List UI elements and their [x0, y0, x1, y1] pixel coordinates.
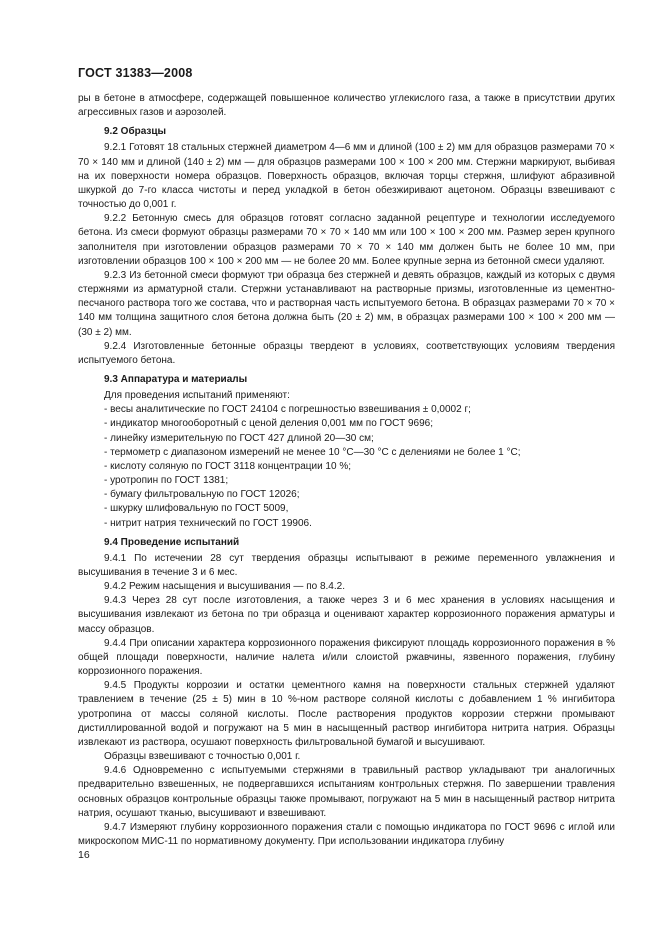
equipment-list [78, 403, 615, 530]
page-number: 16 [78, 849, 90, 861]
paragraph: 9.4.5 Продукты коррозии и остатки цементного камня на поверхности стальных стержней удаляют травлением в течение (25 ± 5) мин в 10 %-ном растворе соляной кислоты с добавлением 1 % ингибитора уротропина от массы соляной кислоты. После растворения продуктов коррозии стержни промывают дистиллированной водой и погружают на 5 мин в насыщенный раствор ингибитора нитрита натрия. Образцы извлекают из раствора, осушают поверхность фильтровальной бумагой и высушивают. [78, 680, 615, 748]
list-item: - шкурку шлифовальную по ГОСТ 5009, [104, 502, 615, 516]
paragraph: 9.4.2 Режим насыщения и высушивания — по 8.4.2. [104, 581, 345, 593]
list-item: - бумагу фильтровальную по ГОСТ 12026; [104, 488, 615, 502]
paragraph: 9.2.2 Бетонную смесь для образцов готовят согласно заданной рецептуре и технологии исследуемого бетона. Из смеси формуют образцы размерами 70 × 70 × 140 мм или 100 × 100 × 200 мм. Размер зерен крупного заполнителя при изготовлении образцов размерами 70 × 70 × 140 мм должен быть не более 10 мм, при изготовлении образцов 100 × 100 × 200 мм — не более 20 мм. Более крупные зерна из бетонной смеси удаляют. [78, 213, 615, 267]
paragraph: 9.4.3 Через 28 сут после изготовления, а также через 3 и 6 мес хранения в условиях насыщения и высушивания извлекают из бетона по три образца и оценивают характер коррозионного поражения арматуры и массу образцов. [78, 595, 615, 635]
list-item: - линейку измерительную по ГОСТ 427 длиной 20—30 см; [104, 432, 615, 446]
list-item: - нитрит натрия технический по ГОСТ 19906. [104, 517, 615, 531]
section-heading: 9.3 Аппаратура и материалы [104, 373, 248, 385]
paragraph: 9.2.1 Готовят 18 стальных стержней диаметром 4—6 мм и длиной (100 ± 2) мм для образцов размерами 70 × 70 × 140 мм и длиной (140 ± 2) мм — для образцов размерами 100 × 100 × 200 мм. Стержни маркируют, выбивая на их поверхности номера образцов. Поверхность образцов, включая торцы стержня, шлифуют абразивной шкуркой до 7-го класса чистоты и перед укладкой в бетон обезжиривают ацетоном. Образцы взвешивают с точностью до 0,001 г. [78, 142, 615, 211]
section-heading: 9.2 Образцы [104, 126, 167, 138]
paragraph: 9.4.4 При описании характера коррозионного поражения фиксируют площадь коррозионного поражения в % общей площади поверхности, наличие налета и/или слоистой ржавчины, язвенного поражения, глубину коррозионного поражения. [78, 637, 615, 678]
section-heading: 9.4 Проведение испытаний [104, 536, 240, 548]
paragraph: 9.4.1 По истечении 28 сут твердения образцы испытывают в режиме переменного увлажнения и высушивания в течение 3 и 6 мес. [78, 552, 615, 578]
list-item: - уротропин по ГОСТ 1381; [104, 474, 615, 488]
paragraph: Образцы взвешивают с точностью 0,001 г. [104, 751, 301, 763]
document-header: ГОСТ 31383—2008 [78, 66, 193, 80]
paragraph: 9.2.4 Изготовленные бетонные образцы твердеют в условиях, соответствующих условиям твердения испытуемого бетона. [78, 340, 615, 366]
list-item: - термометр с диапазоном измерений не менее 10 °С—30 °С с делениями не более 1 °С; [104, 446, 615, 460]
paragraph: 9.4.7 Измеряют глубину коррозионного поражения стали с помощью индикатора по ГОСТ 9696 с иглой или микроскопом МИС-11 по нормативному документу. При использовании индикатора глубину [78, 821, 615, 847]
document-body [78, 92, 615, 849]
paragraph: 9.2.3 Из бетонной смеси формуют три образца без стержней и девять образцов, каждый из которых с двумя стержнями из арматурной стали. Стержни устанавливают на растворные призмы, изготовленные из цементно-песчаного раствора того же состава, что и растворная часть испытуемого бетона. В образцах размерами 70 × 70 × 140 мм толщина защитного слоя бетона должна быть (20 ± 2) мм, в образцах размерами 100 × 100 × 200 мм — (30 ± 2) мм. [78, 269, 615, 338]
paragraph: Для проведения испытаний применяют: [104, 390, 290, 402]
list-item: - кислоту соляную по ГОСТ 3118 концентрации 10 %; [104, 460, 615, 474]
paragraph: 9.4.6 Одновременно с испытуемыми стержнями в травильный раствор укладывают три аналогичных предварительно взвешенных, не подвергавшихся испытаниям контрольных стержня. По завершении травления основных образцов контрольные образцы также промывают, погружают на 5 мин в насыщенный раствор нитрита натрия, осушают тканью, высушивают и взвешивают. [78, 765, 615, 819]
list-item: - индикатор многооборотный с ценой деления 0,001 мм по ГОСТ 9696; [104, 417, 615, 431]
list-item: - весы аналитические по ГОСТ 24104 с погрешностью взвешивания ± 0,0002 г; [104, 403, 615, 417]
paragraph: ры в бетоне в атмосфере, содержащей повышенное количество углекислого газа, а также в присутствии других агрессивных газов и аэрозолей. [78, 93, 615, 119]
